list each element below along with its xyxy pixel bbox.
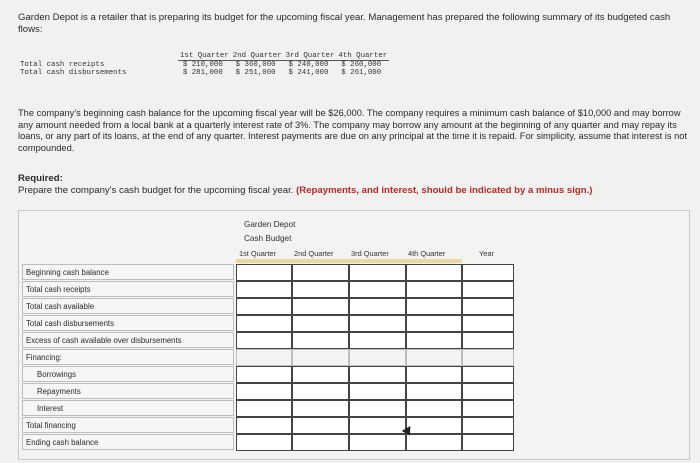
input-cell[interactable] <box>462 264 514 281</box>
row-label: Repayments <box>22 383 234 399</box>
input-cell[interactable] <box>236 281 292 298</box>
cell-value: $ 281,000 <box>182 69 223 77</box>
required-note: (Repayments, and interest, should be indicated by a minus sign.) <box>296 185 593 196</box>
header-divider <box>236 259 462 263</box>
input-cell <box>236 349 292 366</box>
cell-value: $ 251,000 <box>235 69 276 77</box>
cash-flow-summary-table <box>18 52 389 77</box>
input-cell[interactable] <box>292 400 349 417</box>
input-cell[interactable] <box>406 366 462 383</box>
cell-value: $ 261,000 <box>341 69 382 77</box>
col-q3: 3rd Quarter <box>351 249 389 258</box>
table-row <box>22 264 669 281</box>
input-cell[interactable] <box>236 298 292 315</box>
table-row <box>22 281 669 298</box>
input-cell[interactable] <box>406 281 462 298</box>
input-cell[interactable] <box>292 366 349 383</box>
col-q1: 1st Quarter <box>239 249 276 258</box>
input-cell[interactable] <box>292 383 349 400</box>
cell-value: $ 241,000 <box>288 69 329 77</box>
input-cell <box>292 349 349 366</box>
input-cell[interactable] <box>462 332 514 349</box>
row-label: Borrowings <box>22 366 234 382</box>
input-cell <box>349 349 406 366</box>
table-row <box>22 332 669 349</box>
input-cell[interactable] <box>292 264 349 281</box>
row-label: Total financing <box>22 417 234 433</box>
header-q2: 2nd Quarter <box>232 52 282 60</box>
input-cell[interactable] <box>236 366 292 383</box>
input-cell[interactable] <box>292 434 349 451</box>
cell-value: $ 360,000 <box>235 61 276 69</box>
required-section <box>18 173 688 197</box>
input-cell[interactable] <box>406 417 462 434</box>
input-cell[interactable] <box>406 298 462 315</box>
budget-company: Garden Depot <box>244 220 296 229</box>
input-cell[interactable] <box>349 298 406 315</box>
input-cell[interactable] <box>236 315 292 332</box>
input-cell[interactable] <box>462 366 514 383</box>
input-cell[interactable] <box>292 417 349 434</box>
table-row <box>22 417 669 434</box>
col-year: Year <box>479 249 494 258</box>
row-label: Total cash available <box>22 298 234 314</box>
input-cell[interactable] <box>236 434 292 451</box>
input-cell[interactable] <box>349 315 406 332</box>
input-cell <box>406 349 462 366</box>
input-cell[interactable] <box>462 417 514 434</box>
input-cell[interactable] <box>349 434 406 451</box>
problem-paragraph: The company's beginning cash balance for the upcoming fiscal year will be $26,000. The company requires a minimum cash balance of $10,000 and may borrow any amount needed from a local bank at a quarterly interest rate of 3%. The company may borrow any amount at the beginning of any quarter and may repay its loans, or any part of its loans, at the end of any quarter. Interest payments are due on any principal at the time it is repaid. For simplicity, assume that interest is not compounded. <box>18 108 688 153</box>
input-cell[interactable] <box>406 400 462 417</box>
input-cell[interactable] <box>236 417 292 434</box>
input-cell[interactable] <box>462 281 514 298</box>
input-cell[interactable] <box>236 400 292 417</box>
input-cell[interactable] <box>406 434 462 451</box>
header-q3: 3rd Quarter <box>285 52 335 60</box>
input-cell[interactable] <box>406 332 462 349</box>
table-row <box>22 383 669 400</box>
input-cell[interactable] <box>236 264 292 281</box>
row-label: Total cash receipts <box>20 60 105 69</box>
input-cell <box>462 349 514 366</box>
header-q4: 4th Quarter <box>338 52 388 60</box>
header-q1: 1st Quarter <box>180 52 229 60</box>
intro-text: Garden Depot is a retailer that is preparing its budget for the upcoming fiscal year. Management has prepared the following summary of its budgeted cash flows: <box>18 12 671 35</box>
table-row <box>22 366 669 383</box>
col-q4: 4th Quarter <box>408 249 446 258</box>
row-label: Ending cash balance <box>22 434 234 450</box>
input-cell[interactable] <box>292 332 349 349</box>
row-label: Total cash receipts <box>22 281 234 297</box>
input-cell[interactable] <box>462 383 514 400</box>
input-cell[interactable] <box>406 315 462 332</box>
table-row <box>22 400 669 417</box>
input-cell[interactable] <box>349 383 406 400</box>
cell-value: $ 260,000 <box>341 61 382 69</box>
input-cell[interactable] <box>462 315 514 332</box>
input-cell[interactable] <box>292 315 349 332</box>
input-cell[interactable] <box>462 298 514 315</box>
row-label: Beginning cash balance <box>22 264 234 280</box>
input-cell[interactable] <box>349 281 406 298</box>
row-label: Financing: <box>22 349 234 365</box>
table-row <box>18 61 389 70</box>
input-cell[interactable] <box>462 434 514 451</box>
input-cell[interactable] <box>349 417 406 434</box>
table-row <box>18 69 389 77</box>
table-row <box>22 315 669 332</box>
input-cell[interactable] <box>349 332 406 349</box>
required-heading: Required: <box>18 173 63 184</box>
input-cell[interactable] <box>236 332 292 349</box>
input-cell[interactable] <box>292 281 349 298</box>
input-cell[interactable] <box>406 264 462 281</box>
input-cell[interactable] <box>406 383 462 400</box>
input-cell[interactable] <box>349 264 406 281</box>
input-cell[interactable] <box>462 400 514 417</box>
budget-title: Cash Budget <box>244 234 292 243</box>
input-cell[interactable] <box>349 366 406 383</box>
input-cell[interactable] <box>349 400 406 417</box>
cell-value: $ 210,000 <box>182 61 223 69</box>
table-row <box>22 298 669 315</box>
row-label: Excess of cash available over disbursements <box>22 332 234 348</box>
cell-value: $ 240,000 <box>288 61 329 69</box>
row-label: Total cash disbursements <box>20 69 127 77</box>
table-row <box>22 349 669 366</box>
col-q2: 2nd Quarter <box>294 249 334 258</box>
input-cell[interactable] <box>292 298 349 315</box>
input-cell[interactable] <box>236 383 292 400</box>
table-row <box>22 434 669 451</box>
row-label: Interest <box>22 400 234 416</box>
required-text: Prepare the company's cash budget for the upcoming fiscal year. <box>18 185 294 196</box>
row-label: Total cash disbursements <box>22 315 234 331</box>
